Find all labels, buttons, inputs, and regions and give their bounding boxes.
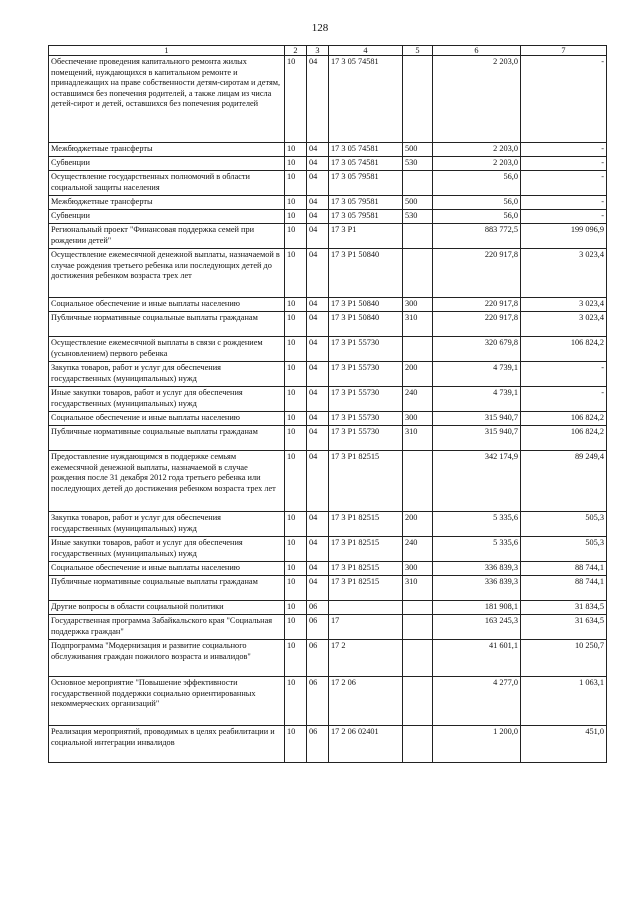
row-name: Закупка товаров, работ и услуг для обеспечения государственных (муниципальных) нужд bbox=[49, 362, 285, 387]
table-row bbox=[49, 143, 607, 157]
row-amount-plan: 5 335,6 bbox=[433, 512, 521, 537]
row-name: Основное мероприятие "Повышение эффективности государственной поддержки социально ориентированных некоммерческих организаций" bbox=[49, 677, 285, 726]
row-target-code: 17 3 P1 bbox=[329, 224, 403, 249]
table-row bbox=[49, 726, 607, 763]
row-section: 10 bbox=[285, 601, 307, 615]
row-name: Закупка товаров, работ и услуг для обеспечения государственных (муниципальных) нужд bbox=[49, 512, 285, 537]
row-amount-plan: 883 772,5 bbox=[433, 224, 521, 249]
table-row bbox=[49, 171, 607, 196]
row-name: Реализация мероприятий, проводимых в целях реабилитации и социальной интеграции инвалидов bbox=[49, 726, 285, 763]
header-cell-2: 2 bbox=[285, 46, 307, 56]
row-section: 10 bbox=[285, 640, 307, 677]
row-amount-actual: 88 744,1 bbox=[521, 576, 607, 601]
row-amount-actual: 106 824,2 bbox=[521, 412, 607, 426]
table-row bbox=[49, 451, 607, 512]
header-cell-6: 6 bbox=[433, 46, 521, 56]
row-section: 10 bbox=[285, 726, 307, 763]
row-expense-type bbox=[403, 249, 433, 298]
row-section: 10 bbox=[285, 677, 307, 726]
row-amount-plan: 315 940,7 bbox=[433, 426, 521, 451]
row-amount-plan: 5 335,6 bbox=[433, 537, 521, 562]
header-cell-5: 5 bbox=[403, 46, 433, 56]
row-amount-plan: 4 739,1 bbox=[433, 387, 521, 412]
row-expense-type bbox=[403, 451, 433, 512]
row-expense-type bbox=[403, 171, 433, 196]
row-amount-plan: 320 679,8 bbox=[433, 337, 521, 362]
row-section: 10 bbox=[285, 196, 307, 210]
row-expense-type: 500 bbox=[403, 143, 433, 157]
table-row bbox=[49, 537, 607, 562]
row-amount-actual: 451,0 bbox=[521, 726, 607, 763]
header-cell-1: 1 bbox=[49, 46, 285, 56]
row-expense-type bbox=[403, 224, 433, 249]
row-subsection: 04 bbox=[307, 210, 329, 224]
row-amount-actual: 89 249,4 bbox=[521, 451, 607, 512]
row-amount-actual: - bbox=[521, 387, 607, 412]
row-subsection: 04 bbox=[307, 362, 329, 387]
row-amount-actual: 106 824,2 bbox=[521, 337, 607, 362]
row-section: 10 bbox=[285, 143, 307, 157]
row-target-code: 17 3 P1 55730 bbox=[329, 387, 403, 412]
row-target-code: 17 3 P1 50840 bbox=[329, 312, 403, 337]
row-section: 10 bbox=[285, 562, 307, 576]
table-row bbox=[49, 56, 607, 143]
row-expense-type bbox=[403, 56, 433, 143]
row-amount-actual: 3 023,4 bbox=[521, 298, 607, 312]
table-row bbox=[49, 601, 607, 615]
row-amount-plan: 315 940,7 bbox=[433, 412, 521, 426]
row-amount-actual: - bbox=[521, 157, 607, 171]
row-name: Осуществление ежемесячной выплаты в связи с рождением (усыновлением) первого ребенка bbox=[49, 337, 285, 362]
row-amount-actual: - bbox=[521, 171, 607, 196]
row-subsection: 04 bbox=[307, 298, 329, 312]
row-amount-plan: 2 203,0 bbox=[433, 157, 521, 171]
row-target-code: 17 2 06 02401 bbox=[329, 726, 403, 763]
row-expense-type: 300 bbox=[403, 298, 433, 312]
row-name: Социальное обеспечение и иные выплаты населению bbox=[49, 298, 285, 312]
table-row bbox=[49, 249, 607, 298]
table-row bbox=[49, 157, 607, 171]
row-expense-type bbox=[403, 677, 433, 726]
row-amount-plan: 41 601,1 bbox=[433, 640, 521, 677]
row-target-code: 17 bbox=[329, 615, 403, 640]
table-row bbox=[49, 576, 607, 601]
row-amount-actual: - bbox=[521, 210, 607, 224]
row-subsection: 04 bbox=[307, 249, 329, 298]
row-subsection: 06 bbox=[307, 615, 329, 640]
row-amount-plan: 220 917,8 bbox=[433, 312, 521, 337]
row-amount-plan: 220 917,8 bbox=[433, 249, 521, 298]
row-subsection: 04 bbox=[307, 56, 329, 143]
row-target-code: 17 3 P1 55730 bbox=[329, 412, 403, 426]
header-cell-7: 7 bbox=[521, 46, 607, 56]
table-row bbox=[49, 224, 607, 249]
row-section: 10 bbox=[285, 210, 307, 224]
row-amount-actual: - bbox=[521, 143, 607, 157]
page-number: 128 bbox=[311, 22, 329, 34]
row-section: 10 bbox=[285, 615, 307, 640]
row-expense-type bbox=[403, 615, 433, 640]
row-subsection: 06 bbox=[307, 601, 329, 615]
row-amount-actual: - bbox=[521, 362, 607, 387]
row-amount-plan: 56,0 bbox=[433, 210, 521, 224]
row-expense-type bbox=[403, 640, 433, 677]
table-row bbox=[49, 412, 607, 426]
row-name: Подпрограмма "Модернизация и развитие социального обслуживания граждан пожилого возраста и инвалидов" bbox=[49, 640, 285, 677]
row-name: Обеспечение проведения капитального ремонта жилых помещений, нуждающихся в капитальном ремонте и принадлежащих на праве собственности детям-сиротам и детям, оставшимся без попечения родителей, а также лицам из числа детей-сирот и детей, оставшихся без попечения родителей bbox=[49, 56, 285, 143]
row-expense-type: 500 bbox=[403, 196, 433, 210]
row-name: Публичные нормативные социальные выплаты гражданам bbox=[49, 312, 285, 337]
table-row bbox=[49, 387, 607, 412]
row-section: 10 bbox=[285, 298, 307, 312]
row-name: Публичные нормативные социальные выплаты гражданам bbox=[49, 426, 285, 451]
row-name: Государственная программа Забайкальского края "Социальная поддержка граждан" bbox=[49, 615, 285, 640]
row-amount-actual: 88 744,1 bbox=[521, 562, 607, 576]
table-row bbox=[49, 337, 607, 362]
row-name: Публичные нормативные социальные выплаты гражданам bbox=[49, 576, 285, 601]
row-expense-type bbox=[403, 726, 433, 763]
row-target-code: 17 3 05 79581 bbox=[329, 210, 403, 224]
row-subsection: 04 bbox=[307, 512, 329, 537]
row-amount-plan: 2 203,0 bbox=[433, 143, 521, 157]
row-name: Межбюджетные трансферты bbox=[49, 143, 285, 157]
row-expense-type bbox=[403, 337, 433, 362]
header-cell-3: 3 bbox=[307, 46, 329, 56]
row-subsection: 04 bbox=[307, 171, 329, 196]
row-name: Осуществление государственных полномочий в области социальной защиты населения bbox=[49, 171, 285, 196]
row-target-code: 17 3 05 74581 bbox=[329, 143, 403, 157]
row-subsection: 04 bbox=[307, 537, 329, 562]
row-section: 10 bbox=[285, 171, 307, 196]
row-section: 10 bbox=[285, 426, 307, 451]
row-section: 10 bbox=[285, 576, 307, 601]
row-name: Социальное обеспечение и иные выплаты населению bbox=[49, 412, 285, 426]
row-expense-type: 200 bbox=[403, 512, 433, 537]
table-row bbox=[49, 298, 607, 312]
row-amount-plan: 336 839,3 bbox=[433, 562, 521, 576]
row-section: 10 bbox=[285, 451, 307, 512]
row-target-code: 17 3 P1 82515 bbox=[329, 576, 403, 601]
row-amount-actual: 31 834,5 bbox=[521, 601, 607, 615]
row-name: Субвенции bbox=[49, 210, 285, 224]
row-amount-plan: 181 908,1 bbox=[433, 601, 521, 615]
row-target-code bbox=[329, 601, 403, 615]
row-amount-actual: 31 634,5 bbox=[521, 615, 607, 640]
row-expense-type: 240 bbox=[403, 387, 433, 412]
row-target-code: 17 3 05 79581 bbox=[329, 171, 403, 196]
row-section: 10 bbox=[285, 337, 307, 362]
row-amount-actual: - bbox=[521, 56, 607, 143]
row-name: Предоставление нуждающимся в поддержке семьям ежемесячной денежной выплаты, назначаемой в случае рождения после 31 декабря 2012 года третьего ребенка или последующих детей до достижения ребенком возраста трех лет bbox=[49, 451, 285, 512]
row-name: Социальное обеспечение и иные выплаты населению bbox=[49, 562, 285, 576]
row-target-code: 17 3 P1 50840 bbox=[329, 249, 403, 298]
row-amount-plan: 4 277,0 bbox=[433, 677, 521, 726]
row-amount-actual: 3 023,4 bbox=[521, 249, 607, 298]
row-target-code: 17 3 P1 82515 bbox=[329, 512, 403, 537]
row-amount-actual: 3 023,4 bbox=[521, 312, 607, 337]
row-expense-type: 530 bbox=[403, 157, 433, 171]
row-target-code: 17 3 P1 55730 bbox=[329, 426, 403, 451]
row-amount-actual: 106 824,2 bbox=[521, 426, 607, 451]
row-subsection: 04 bbox=[307, 196, 329, 210]
budget-table bbox=[48, 45, 607, 763]
row-amount-actual: 505,3 bbox=[521, 512, 607, 537]
row-target-code: 17 3 05 74581 bbox=[329, 56, 403, 143]
row-target-code: 17 3 P1 82515 bbox=[329, 451, 403, 512]
row-expense-type: 310 bbox=[403, 312, 433, 337]
row-amount-actual: 1 063,1 bbox=[521, 677, 607, 726]
row-amount-plan: 4 739,1 bbox=[433, 362, 521, 387]
row-target-code: 17 3 P1 50840 bbox=[329, 298, 403, 312]
row-amount-plan: 220 917,8 bbox=[433, 298, 521, 312]
table-row bbox=[49, 512, 607, 537]
row-section: 10 bbox=[285, 312, 307, 337]
row-section: 10 bbox=[285, 512, 307, 537]
row-amount-plan: 56,0 bbox=[433, 196, 521, 210]
row-target-code: 17 3 05 79581 bbox=[329, 196, 403, 210]
row-target-code: 17 3 05 74581 bbox=[329, 157, 403, 171]
header-row bbox=[49, 46, 607, 56]
row-subsection: 04 bbox=[307, 576, 329, 601]
row-section: 10 bbox=[285, 387, 307, 412]
row-subsection: 06 bbox=[307, 677, 329, 726]
table-row bbox=[49, 312, 607, 337]
row-section: 10 bbox=[285, 362, 307, 387]
row-amount-plan: 1 200,0 bbox=[433, 726, 521, 763]
table-body bbox=[49, 56, 607, 763]
row-subsection: 04 bbox=[307, 312, 329, 337]
row-name: Иные закупки товаров, работ и услуг для обеспечения государственных (муниципальных) нужд bbox=[49, 387, 285, 412]
row-expense-type: 310 bbox=[403, 426, 433, 451]
row-amount-plan: 342 174,9 bbox=[433, 451, 521, 512]
row-amount-actual: 10 250,7 bbox=[521, 640, 607, 677]
row-amount-plan: 56,0 bbox=[433, 171, 521, 196]
row-subsection: 04 bbox=[307, 387, 329, 412]
row-name: Другие вопросы в области социальной политики bbox=[49, 601, 285, 615]
row-section: 10 bbox=[285, 224, 307, 249]
row-expense-type: 300 bbox=[403, 412, 433, 426]
row-amount-plan: 163 245,3 bbox=[433, 615, 521, 640]
row-name: Субвенции bbox=[49, 157, 285, 171]
row-subsection: 06 bbox=[307, 726, 329, 763]
row-amount-actual: 199 096,9 bbox=[521, 224, 607, 249]
row-subsection: 04 bbox=[307, 224, 329, 249]
row-section: 10 bbox=[285, 249, 307, 298]
row-target-code: 17 3 P1 55730 bbox=[329, 362, 403, 387]
row-expense-type bbox=[403, 601, 433, 615]
table-row bbox=[49, 362, 607, 387]
row-amount-actual: - bbox=[521, 196, 607, 210]
row-subsection: 06 bbox=[307, 640, 329, 677]
row-subsection: 04 bbox=[307, 337, 329, 362]
table-row bbox=[49, 562, 607, 576]
row-subsection: 04 bbox=[307, 451, 329, 512]
table-row bbox=[49, 196, 607, 210]
row-target-code: 17 2 06 bbox=[329, 677, 403, 726]
row-subsection: 04 bbox=[307, 562, 329, 576]
row-amount-plan: 2 203,0 bbox=[433, 56, 521, 143]
row-name: Иные закупки товаров, работ и услуг для обеспечения государственных (муниципальных) нужд bbox=[49, 537, 285, 562]
row-section: 10 bbox=[285, 537, 307, 562]
row-subsection: 04 bbox=[307, 157, 329, 171]
row-expense-type: 310 bbox=[403, 576, 433, 601]
row-section: 10 bbox=[285, 56, 307, 143]
row-subsection: 04 bbox=[307, 426, 329, 451]
table-row bbox=[49, 615, 607, 640]
table-row bbox=[49, 426, 607, 451]
row-subsection: 04 bbox=[307, 412, 329, 426]
row-target-code: 17 3 P1 82515 bbox=[329, 562, 403, 576]
row-section: 10 bbox=[285, 157, 307, 171]
row-expense-type: 300 bbox=[403, 562, 433, 576]
row-expense-type: 200 bbox=[403, 362, 433, 387]
row-target-code: 17 3 P1 55730 bbox=[329, 337, 403, 362]
row-expense-type: 530 bbox=[403, 210, 433, 224]
header-cell-4: 4 bbox=[329, 46, 403, 56]
row-name: Региональный проект "Финансовая поддержка семей при рождении детей" bbox=[49, 224, 285, 249]
row-name: Осуществление ежемесячной денежной выплаты, назначаемой в случае рождения третьего ребенка или последующих детей до достижения ребенком возраста трех лет bbox=[49, 249, 285, 298]
row-amount-actual: 505,3 bbox=[521, 537, 607, 562]
table-row bbox=[49, 640, 607, 677]
row-subsection: 04 bbox=[307, 143, 329, 157]
row-target-code: 17 3 P1 82515 bbox=[329, 537, 403, 562]
table-row bbox=[49, 677, 607, 726]
row-expense-type: 240 bbox=[403, 537, 433, 562]
table-row bbox=[49, 210, 607, 224]
row-section: 10 bbox=[285, 412, 307, 426]
row-amount-plan: 336 839,3 bbox=[433, 576, 521, 601]
row-name: Межбюджетные трансферты bbox=[49, 196, 285, 210]
row-target-code: 17 2 bbox=[329, 640, 403, 677]
